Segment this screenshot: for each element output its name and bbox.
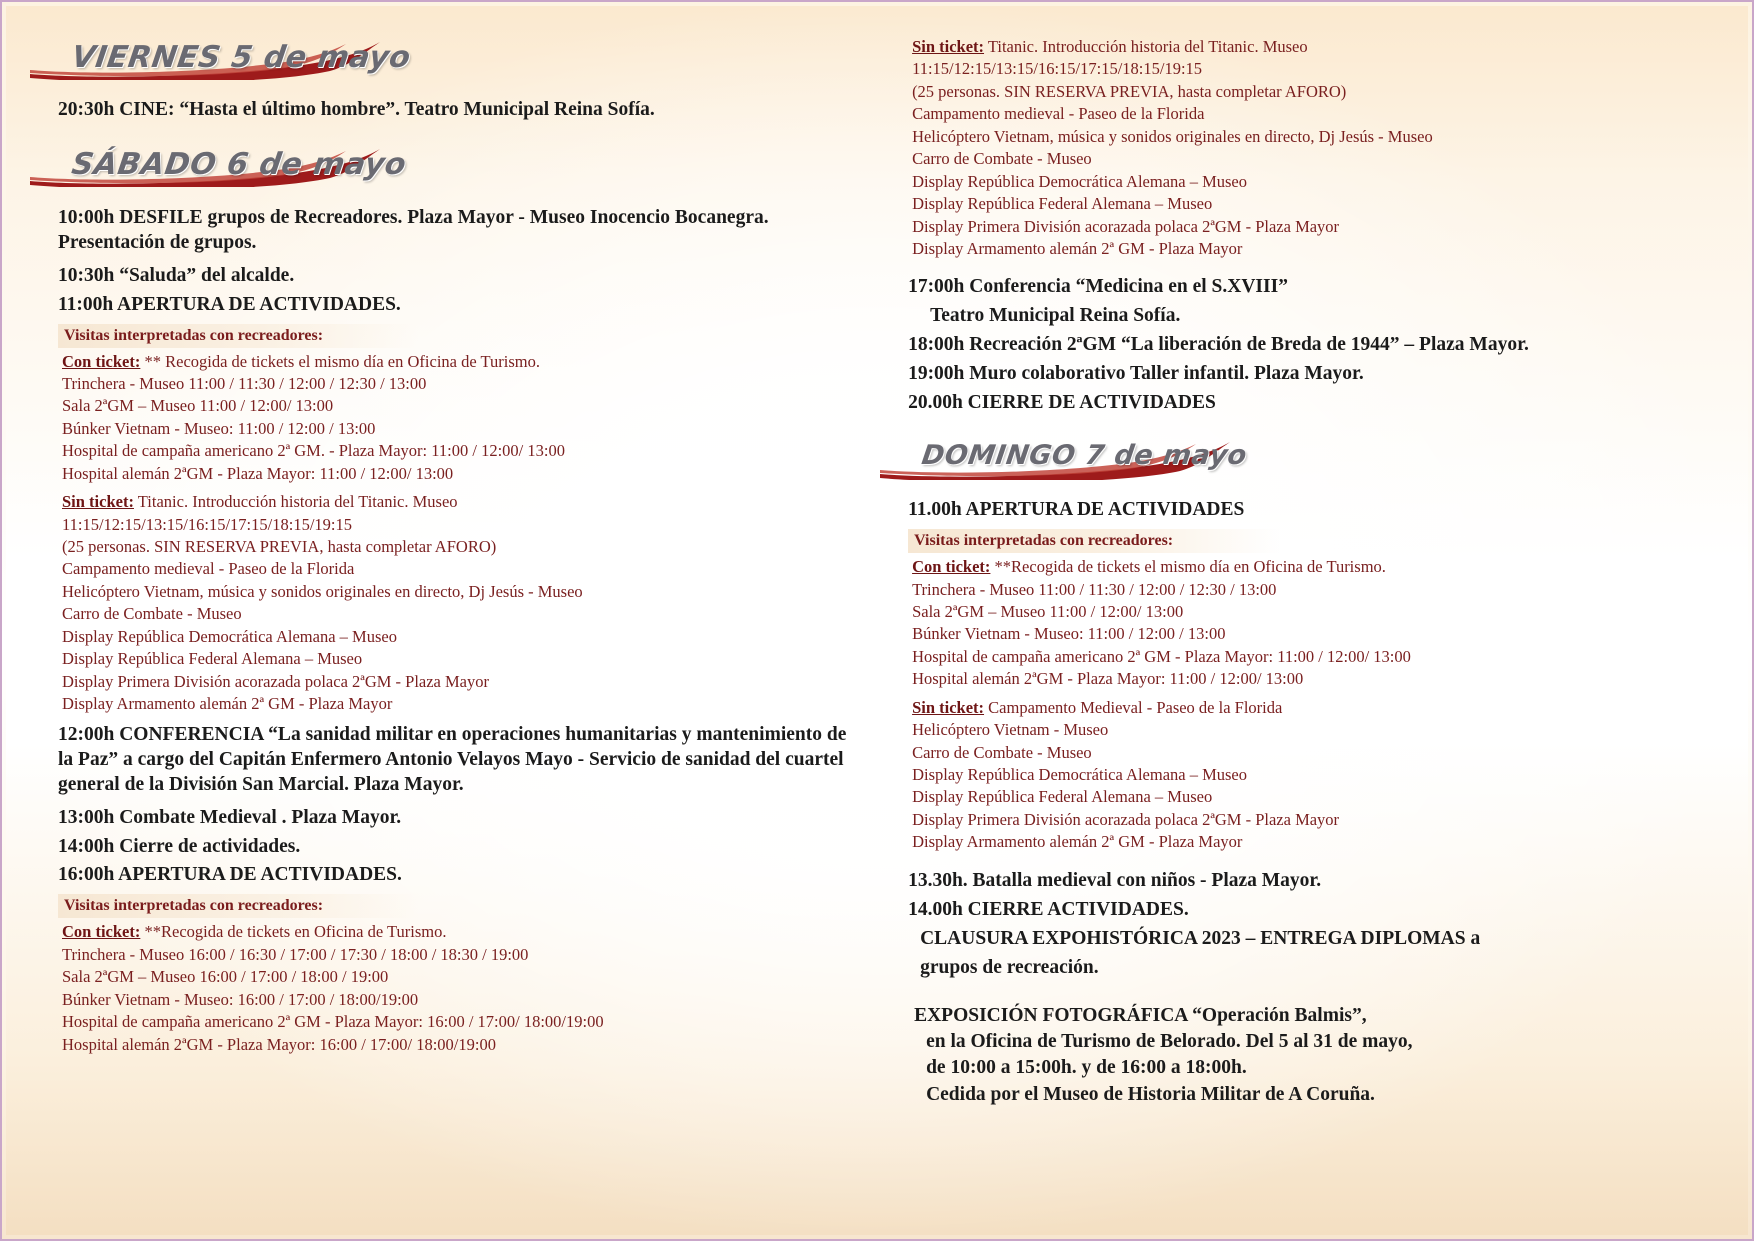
poster-background <box>6 6 1748 1235</box>
con-ticket-text: ** Recogida de tickets el mismo día en Oficina de Turismo. <box>144 351 540 371</box>
list-item: Helicóptero Vietnam, música y sonidos originales en directo, Dj Jesús - Museo <box>912 126 1433 146</box>
list-item: Trinchera - Museo 16:00 / 16:30 / 17:00 / 17:30 / 18:00 / 18:30 / 19:00 <box>62 944 529 964</box>
sunday-grupos-line: grupos de recreación. <box>920 956 1099 978</box>
left-column <box>32 36 864 1217</box>
list-item: Helicóptero Vietnam - Museo <box>912 720 1109 740</box>
right-column <box>890 36 1722 1217</box>
list-item: (25 personas. SIN RESERVA PREVIA, hasta completar AFORO) <box>912 81 1347 101</box>
list-item: Display República Democrática Alemana – Museo <box>912 171 1248 191</box>
saturday-saluda-line: 10:30h “Saluda” del alcalde. <box>58 264 295 286</box>
sunday-clausura-line: CLAUSURA EXPOHISTÓRICA 2023 – ENTREGA DIPLOMAS a <box>920 927 1481 949</box>
saturday-recreacion-line: 18:00h Recreación 2ªGM “La liberación de Breda de 1944” – Plaza Mayor. <box>908 334 1529 356</box>
day-title-friday: VIERNES 5 de mayo <box>69 40 413 75</box>
visitas-heading-saturday-morning: Visitas interpretadas con recreadores: <box>58 324 418 348</box>
expo-block <box>908 1003 1712 1108</box>
visitas-heading-saturday-afternoon: Visitas interpretadas con recreadores: <box>58 894 418 918</box>
list-item: 11:15/12:15/13:15/16:15/17:15/18:15/19:15 <box>62 514 352 534</box>
saturday-combate-line: 13:00h Combate Medieval . Plaza Mayor. <box>58 806 402 828</box>
con-ticket-text: **Recogida de tickets en Oficina de Turismo. <box>144 922 447 942</box>
expo-location-line: en la Oficina de Turismo de Belorado. Del 5 al 31 de mayo, <box>926 1030 1413 1052</box>
sunday-cierre-line: 14.00h CIERRE ACTIVIDADES. <box>908 898 1189 920</box>
list-item: Sala 2ªGM – Museo 11:00 / 12:00/ 13:00 <box>62 396 334 416</box>
day-title-sunday: DOMINGO 7 de mayo <box>919 440 1250 472</box>
sin-ticket-line <box>58 491 854 513</box>
friday-event-line: 20:30h CINE: “Hasta el último hombre”. Teatro Municipal Reina Sofía. <box>58 99 655 120</box>
sin-ticket-label: Sin ticket: <box>912 37 985 56</box>
saturday-apertura-line: 11:00h APERTURA DE ACTIVIDADES. <box>58 293 401 315</box>
sin-ticket-label: Sin ticket: <box>62 492 134 512</box>
saturday-apertura2-line: 16:00h APERTURA DE ACTIVIDADES. <box>58 864 402 886</box>
list-item: Display República Democrática Alemana – Museo <box>912 765 1248 785</box>
day-banner-sunday <box>908 436 1712 484</box>
saturday-desfile-line: 10:00h DESFILE grupos de Recreadores. Plaza Mayor - Museo Inocencio Bocanegra. Presentación de grupos. <box>58 206 769 254</box>
list-item: Campamento medieval - Paseo de la Florida <box>912 104 1205 124</box>
sin-ticket-group-sunday <box>908 697 1712 854</box>
list-item: Búnker Vietnam - Museo: 16:00 / 17:00 / 18:00/19:00 <box>62 989 419 1009</box>
list-item: Trinchera - Museo 11:00 / 11:30 / 12:00 / 12:30 / 13:00 <box>912 579 1277 599</box>
list-item: Display Primera División acorazada polaca 2ªGM - Plaza Mayor <box>912 809 1340 829</box>
saturday-cierre-actividades-line: 20.00h CIERRE DE ACTIVIDADES <box>908 392 1216 414</box>
day-title-saturday: SÁBADO 6 de mayo <box>69 146 409 182</box>
sunday-apertura-line: 11.00h APERTURA DE ACTIVIDADES <box>908 499 1245 521</box>
list-item: Búnker Vietnam - Museo: 11:00 / 12:00 / 13:00 <box>912 624 1226 644</box>
con-ticket-label: Con ticket: <box>912 557 991 577</box>
list-item: (25 personas. SIN RESERVA PREVIA, hasta completar AFORO) <box>62 537 497 557</box>
list-item: Display Primera División acorazada polaca 2ªGM - Plaza Mayor <box>912 216 1340 236</box>
expo-hours-line: de 10:00 a 15:00h. y de 16:00 a 18:00h. <box>926 1057 1247 1079</box>
list-item: Hospital de campaña americano 2ª GM - Plaza Mayor: 11:00 / 12:00/ 13:00 <box>912 646 1411 666</box>
sin-ticket-label: Sin ticket: <box>912 697 985 717</box>
saturday-conferencia-line: 12:00h CONFERENCIA “La sanidad militar en operaciones humanitarias y mantenimiento de la Paz” a cargo del Capitán Enfermero Antonio Velayos Mayo - Servicio de sanidad del cuartel general de la División San Marcial. Plaza Mayor. <box>58 723 847 796</box>
day-banner-saturday <box>58 143 854 191</box>
list-item: Carro de Combate - Museo <box>912 149 1092 169</box>
con-ticket-line <box>58 921 854 943</box>
con-ticket-group-sunday <box>908 556 1712 691</box>
visitas-heading-sunday: Visitas interpretadas con recreadores: <box>908 529 1280 553</box>
list-item: Campamento medieval - Paseo de la Florida <box>62 559 355 579</box>
sin-ticket-group-saturday-morning <box>58 491 854 715</box>
list-item: Sala 2ªGM – Museo 11:00 / 12:00/ 13:00 <box>912 601 1184 621</box>
list-item: Display Primera División acorazada polaca 2ªGM - Plaza Mayor <box>62 671 489 691</box>
list-item: 11:15/12:15/13:15/16:15/17:15/18:15/19:15 <box>912 59 1203 79</box>
list-item: Display Armamento alemán 2ª GM - Plaza Mayor <box>912 832 1243 852</box>
con-ticket-line <box>908 556 1712 578</box>
sin-ticket-line <box>908 697 1712 719</box>
columns-container <box>6 6 1748 1235</box>
list-item: Hospital de campaña americano 2ª GM. - Plaza Mayor: 11:00 / 12:00/ 13:00 <box>62 441 565 461</box>
list-item: Carro de Combate - Museo <box>62 604 242 624</box>
list-item: Hospital alemán 2ªGM - Plaza Mayor: 11:00 / 12:00/ 13:00 <box>62 463 454 483</box>
list-item: Trinchera - Museo 11:00 / 11:30 / 12:00 / 12:30 / 13:00 <box>62 373 427 393</box>
list-item: Hospital alemán 2ªGM - Plaza Mayor: 11:00 / 12:00/ 13:00 <box>912 669 1304 689</box>
list-item: Display República Democrática Alemana – Museo <box>62 626 397 646</box>
list-item: Display República Federal Alemana – Museo <box>62 649 363 669</box>
saturday-muro-line: 19:00h Muro colaborativo Taller infantil. Plaza Mayor. <box>908 363 1364 385</box>
sin-ticket-text: Titanic. Introducción historia del Titanic. Museo <box>987 37 1308 56</box>
list-item: Carro de Combate - Museo <box>912 742 1092 762</box>
sin-ticket-line <box>908 36 1712 58</box>
con-ticket-group-saturday-afternoon <box>58 921 854 1056</box>
saturday-cierre-line: 14:00h Cierre de actividades. <box>58 835 301 857</box>
list-item: Hospital alemán 2ªGM - Plaza Mayor: 16:00 / 17:00/ 18:00/19:00 <box>62 1034 496 1054</box>
sin-ticket-text: Campamento Medieval - Paseo de la Florida <box>988 697 1283 717</box>
con-ticket-label: Con ticket: <box>62 922 141 942</box>
con-ticket-label: Con ticket: <box>62 351 141 371</box>
list-item: Hospital de campaña americano 2ª GM - Plaza Mayor: 16:00 / 17:00/ 18:00/19:00 <box>62 1012 604 1032</box>
con-ticket-text: **Recogida de tickets el mismo día en Oficina de Turismo. <box>994 557 1386 577</box>
expo-credit-line: Cedida por el Museo de Historia Militar de A Coruña. <box>926 1083 1375 1105</box>
con-ticket-line <box>58 351 854 373</box>
expo-title-line: EXPOSICIÓN FOTOGRÁFICA “Operación Balmis”, <box>914 1004 1367 1026</box>
list-item: Display República Federal Alemana – Museo <box>912 194 1213 214</box>
con-ticket-group-saturday-morning <box>58 351 854 486</box>
saturday-conferencia-medicina-line: 17:00h Conferencia “Medicina en el S.XVIII” <box>908 276 1288 298</box>
day-banner-friday <box>58 36 854 84</box>
list-item: Display Armamento alemán 2ª GM - Plaza Mayor <box>62 694 393 714</box>
list-item: Display República Federal Alemana – Museo <box>912 787 1213 807</box>
sin-ticket-text: Titanic. Introducción historia del Titanic. Museo <box>137 492 458 512</box>
list-item: Display Armamento alemán 2ª GM - Plaza Mayor <box>912 238 1243 258</box>
list-item: Helicóptero Vietnam, música y sonidos originales en directo, Dj Jesús - Museo <box>62 581 583 601</box>
saturday-teatro-line: Teatro Municipal Reina Sofía. <box>930 305 1181 327</box>
sin-ticket-group-saturday-afternoon <box>908 36 1712 260</box>
sunday-batalla-line: 13.30h. Batalla medieval con niños - Plaza Mayor. <box>908 869 1322 891</box>
list-item: Sala 2ªGM – Museo 16:00 / 17:00 / 18:00 / 19:00 <box>62 967 389 987</box>
list-item: Búnker Vietnam - Museo: 11:00 / 12:00 / 13:00 <box>62 418 376 438</box>
